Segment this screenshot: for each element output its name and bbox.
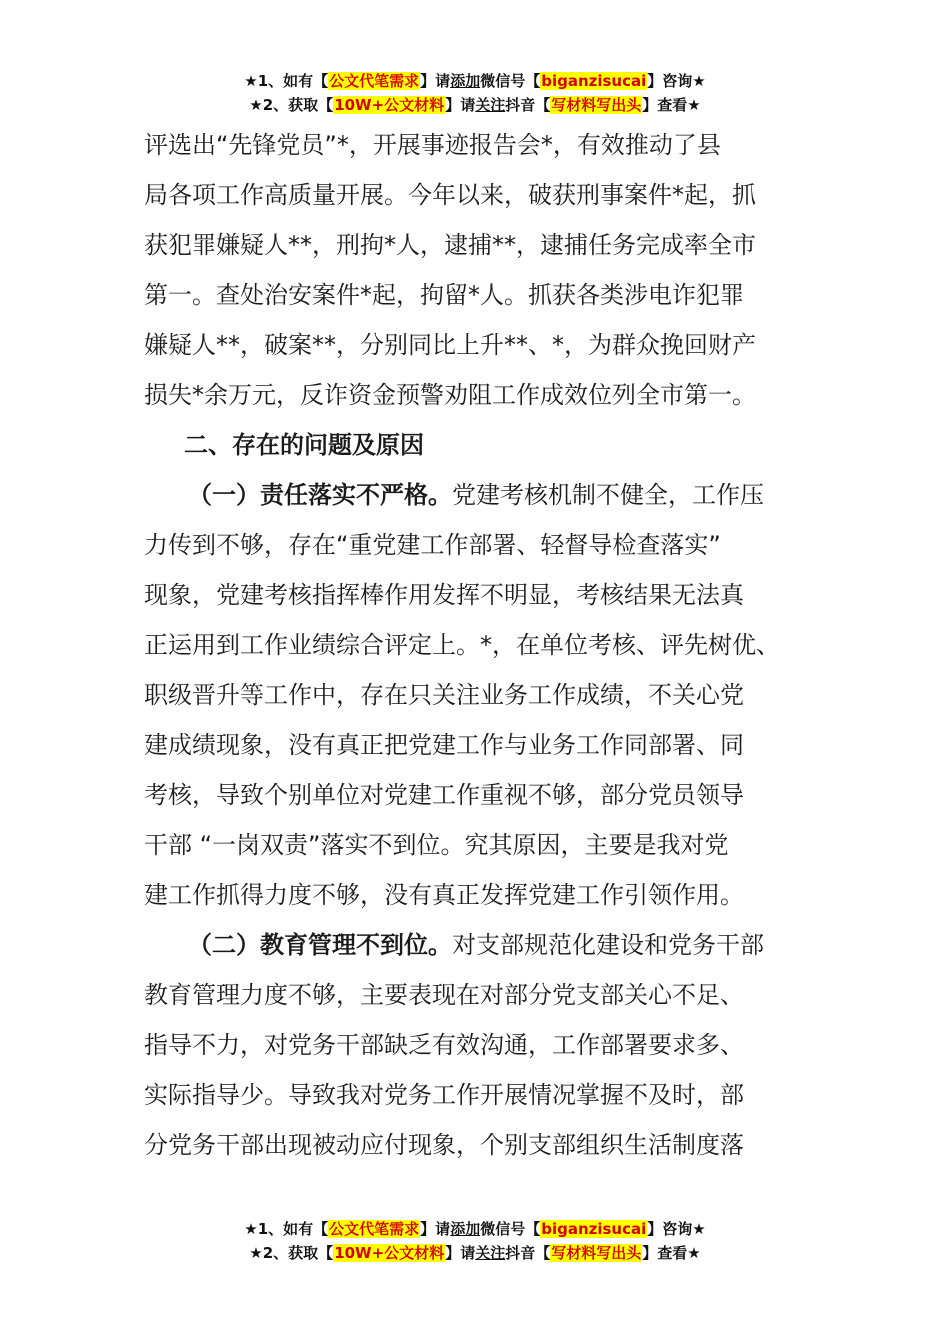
banner-text: 】咨询★ bbox=[647, 1220, 706, 1238]
banner-highlight: 写材料写出头 bbox=[551, 96, 642, 114]
banner-text: 】请 bbox=[445, 1244, 476, 1262]
banner-text: ★1、如有【 bbox=[244, 1220, 329, 1238]
banner-highlight: 10W+公文材料 bbox=[334, 1244, 445, 1262]
banner-text: ★2、获取【 bbox=[249, 96, 334, 114]
banner-text: 】查看★ bbox=[642, 96, 701, 114]
banner-text: 】咨询★ bbox=[647, 72, 706, 90]
body-line: 局各项工作高质量开展。今年以来，破获刑事案件*起，抓 bbox=[144, 181, 756, 209]
banner-underline: 添加 bbox=[450, 72, 481, 90]
banner-text: 微信号【 bbox=[480, 72, 541, 90]
banner-highlight: 公文代笔需求 bbox=[329, 72, 420, 90]
banner-text: ★2、获取【 bbox=[249, 1244, 334, 1262]
body-line: 教育管理力度不够，主要表现在对部分党支部关心不足、 bbox=[144, 981, 744, 1009]
banner-line-1 bbox=[0, 1217, 950, 1241]
banner-line-2 bbox=[0, 93, 950, 117]
banner-text: 】请 bbox=[420, 1220, 451, 1238]
paragraph-lead: （二）教育管理不到位。 bbox=[188, 931, 452, 959]
banner-highlight: 10W+公文材料 bbox=[334, 96, 445, 114]
document-body bbox=[144, 120, 806, 1170]
banner-text: ★1、如有【 bbox=[244, 72, 329, 90]
body-line: 干部 “一岗双责”落实不到位。究其原因，主要是我对党 bbox=[144, 831, 729, 859]
banner-text: 】请 bbox=[445, 96, 476, 114]
body-line: 嫌疑人**，破案**，分别同比上升**、*，为群众挽回财产 bbox=[144, 331, 756, 359]
section-heading: 二、存在的问题及原因 bbox=[184, 431, 424, 459]
body-line: 评选出“先锋党员”*，开展事迹报告会*，有效推动了县 bbox=[144, 131, 721, 159]
banner-underline: 关注 bbox=[475, 1244, 506, 1262]
body-line: 实际指导少。导致我对党务工作开展情况掌握不及时，部 bbox=[144, 1081, 744, 1109]
paragraph-text: 党建考核机制不健全，工作压 bbox=[452, 481, 764, 509]
body-line: 力传到不够，存在“重党建工作部署、轻督导检查落实” bbox=[144, 531, 721, 559]
banner-highlight: 公文代笔需求 bbox=[329, 1220, 420, 1238]
banner-text: 微信号【 bbox=[480, 1220, 541, 1238]
body-line: 获犯罪嫌疑人**，刑拘*人，逮捕**，逮捕任务完成率全市 bbox=[144, 231, 756, 259]
body-line: 指导不力，对党务干部缺乏有效沟通，工作部署要求多、 bbox=[144, 1031, 744, 1059]
body-line: 分党务干部出现被动应付现象，个别支部组织生活制度落 bbox=[144, 1131, 744, 1159]
body-line: 第一。查处治安案件*起，拘留*人。抓获各类涉电诈犯罪 bbox=[144, 281, 744, 309]
banner-highlight: biganzisucai bbox=[541, 1220, 647, 1238]
banner-line-2 bbox=[0, 1241, 950, 1265]
banner-underline: 关注 bbox=[475, 96, 506, 114]
banner-text: 】请 bbox=[420, 72, 451, 90]
body-line: 建工作抓得力度不够，没有真正发挥党建工作引领作用。 bbox=[144, 881, 744, 909]
banner-text: 】查看★ bbox=[642, 1244, 701, 1262]
banner-highlight: biganzisucai bbox=[541, 72, 647, 90]
body-line: 建成绩现象，没有真正把党建工作与业务工作同部署、同 bbox=[144, 731, 744, 759]
header-banner bbox=[0, 69, 950, 117]
paragraph-text: 对支部规范化建设和党务干部 bbox=[452, 931, 764, 959]
body-line: 现象，党建考核指挥棒作用发挥不明显，考核结果无法真 bbox=[144, 581, 744, 609]
body-line: 考核，导致个别单位对党建工作重视不够，部分党员领导 bbox=[144, 781, 744, 809]
paragraph-first-line bbox=[144, 920, 806, 970]
banner-line-1 bbox=[0, 69, 950, 93]
banner-underline: 添加 bbox=[450, 1220, 481, 1238]
banner-text: 抖音【 bbox=[505, 96, 551, 114]
paragraph-first-line bbox=[144, 470, 806, 520]
banner-highlight: 写材料写出头 bbox=[551, 1244, 642, 1262]
body-line: 正运用到工作业绩综合评定上。*，在单位考核、评先树优、 bbox=[144, 631, 780, 659]
paragraph-lead: （一）责任落实不严格。 bbox=[188, 481, 452, 509]
body-line: 损失*余万元，反诈资金预警劝阻工作成效位列全市第一。 bbox=[144, 381, 756, 409]
footer-banner bbox=[0, 1217, 950, 1265]
banner-text: 抖音【 bbox=[505, 1244, 551, 1262]
body-line: 职级晋升等工作中，存在只关注业务工作成绩，不关心党 bbox=[144, 681, 744, 709]
